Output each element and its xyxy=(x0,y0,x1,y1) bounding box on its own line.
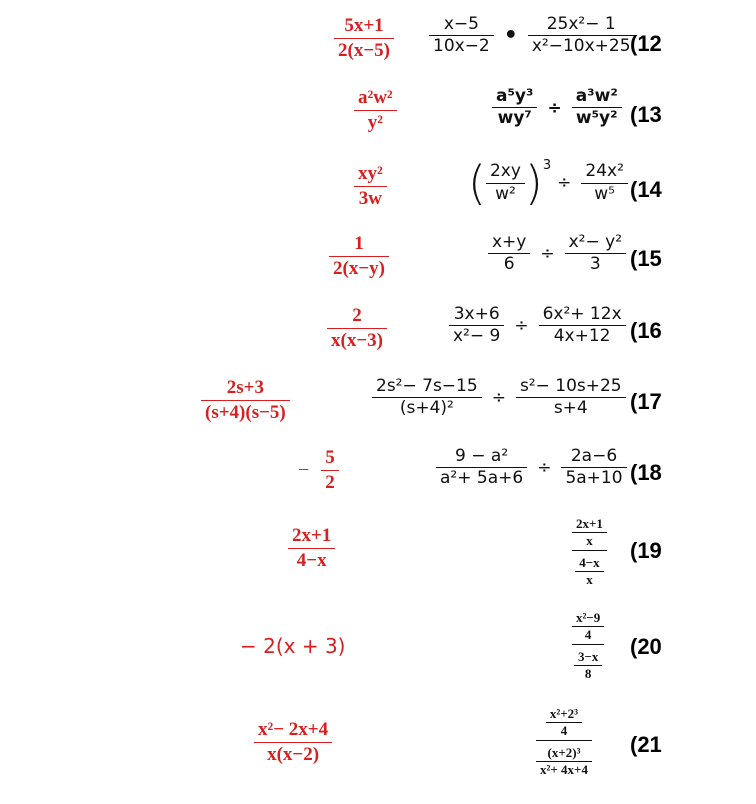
problem-number-15: (15 xyxy=(630,246,662,271)
problem-17: $\frac{\text{2s²− 7s−15}}{\text{(s+4)²}}$ ÷ $\frac{\text{s²− 10s+25}}{s+4}$ xyxy=(368,376,630,420)
divide-operator: ÷ xyxy=(540,243,555,264)
problem-number-19: (19 xyxy=(630,538,662,563)
problem-15: $\frac{x+y}{6}$ ÷ $\frac{\text{x²− y²}}{3}$ xyxy=(484,232,630,276)
left-fraction: $\frac{x-5}{10x-2}$ xyxy=(429,14,494,58)
problem-21 xyxy=(536,702,592,778)
answer-20: − 2(x + 3) xyxy=(240,634,346,658)
complex-fraction: $\frac{\frac{2x+1}{x}}{\frac{4-x}{x}}$ xyxy=(572,512,607,588)
problem-number-13: (13 xyxy=(630,102,662,127)
problem-number-16: (16 xyxy=(630,318,662,343)
problem-13: $\frac{\text{a⁵y³}}{\text{wy⁷}}$ ÷ $\frac{\text{a³w²}}{\text{w⁵y²}}$ xyxy=(488,86,626,130)
divide-operator: ÷ xyxy=(491,387,506,408)
answer-16: $\frac{2}{x(x-3)}$ xyxy=(323,304,391,353)
problem-18: $\frac{\text{9 − a²}}{\text{a²+ 5a+6}}$ ÷ $\frac{2a-6}{5a+10}$ xyxy=(432,446,631,490)
answer-13: $\frac{\text{a²w²}}{\text{y²}}$ xyxy=(350,86,401,135)
answer-17: $\frac{2s+3}{(s+4)(s-5)}$ xyxy=(197,376,294,425)
problem-number-17: (17 xyxy=(630,389,662,414)
right-fraction: $\frac{\text{25x²− 1}}{\text{x²−10x+25}}$ xyxy=(528,14,635,58)
answer-15: $\frac{1}{2(x-y)}$ xyxy=(325,232,393,281)
problem-14: ( $\frac{2xy}{\text{w²}}$ ) 3 ÷ $\frac{\text{24x²}}{\text{w⁵}}$ xyxy=(468,160,632,206)
problem-number-21: (21 xyxy=(630,732,662,757)
problem-number-14: (14 xyxy=(630,177,662,202)
divide-operator: ÷ xyxy=(557,173,572,193)
answer-14: $\frac{\text{xy²}}{3w}$ xyxy=(350,162,391,211)
problem-12 xyxy=(425,14,639,58)
problem-19 xyxy=(572,512,607,588)
divide-operator: ÷ xyxy=(537,457,552,478)
answer-21: $\frac{\text{x²− 2x+4}}{x(x-2)}$ xyxy=(250,718,336,767)
complex-fraction: $\frac{\frac{\text{x²−9}}{4}}{\frac{3-x}{8}}$ xyxy=(572,606,604,682)
problem-number-20: (20 xyxy=(630,634,662,659)
exponent: 3 xyxy=(542,157,552,173)
divide-operator: ÷ xyxy=(514,315,529,336)
problem-16: $\frac{3x+6}{\text{x²− 9}}$ ÷ $\frac{\text{6x²+ 12x}}{4x+12}$ xyxy=(445,304,630,348)
divide-operator: ÷ xyxy=(547,97,562,118)
complex-fraction: $\frac{\frac{\text{x²+2³}}{4}}{\frac{\text{(x+2)³}}{\text{x²+ 4x+4}}}$ xyxy=(536,702,592,778)
answer-19: $\frac{2x+1}{4-x}$ xyxy=(284,524,339,573)
answer-12 xyxy=(330,14,398,63)
right-paren: ) xyxy=(524,156,543,210)
multiply-operator: • xyxy=(503,23,518,49)
problem-20 xyxy=(572,606,604,682)
negative-sign: − xyxy=(298,458,310,481)
answer-fraction: $\frac{5x+1}{2(x-5)}$ xyxy=(334,14,394,63)
answer-18: − $\frac{5}{2}$ xyxy=(298,446,343,495)
problem-number-12: (12 xyxy=(630,31,662,56)
problem-number-18: (18 xyxy=(630,460,662,485)
left-paren: ( xyxy=(468,156,486,210)
